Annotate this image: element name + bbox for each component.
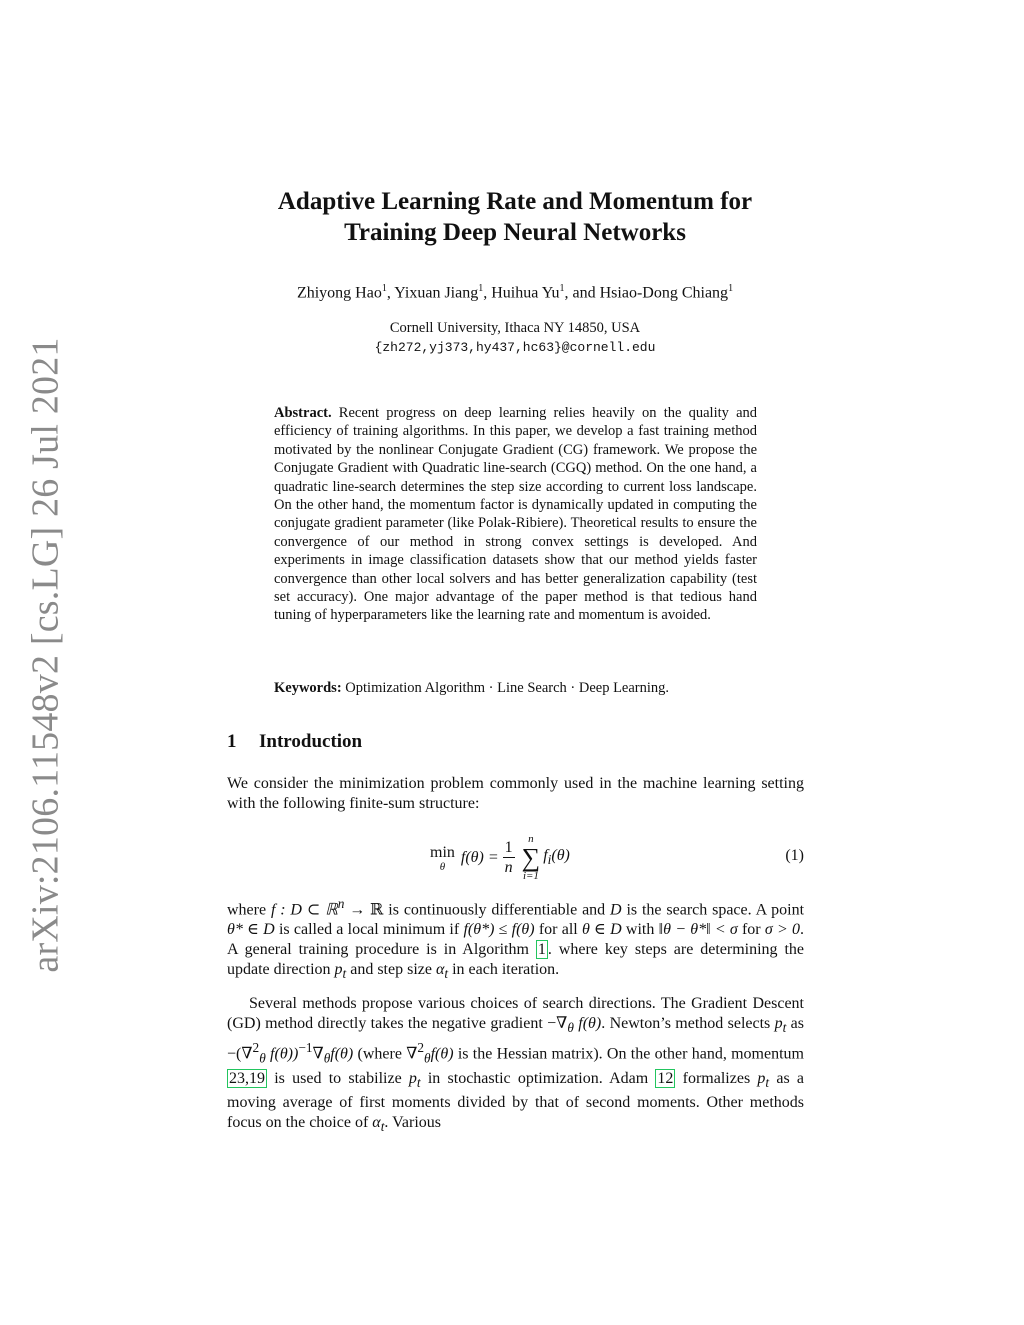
rhs-subscript: i (547, 852, 552, 868)
author-separator: , (386, 284, 395, 302)
summation (522, 834, 541, 882)
min-subscript: θ (439, 861, 446, 873)
keywords (274, 680, 757, 697)
author-separator: , (483, 284, 492, 302)
rhs-arg: (θ) (551, 847, 570, 865)
affiliation-block (200, 319, 830, 357)
author-separator: , and (564, 284, 600, 302)
sum-upper-limit: n (528, 833, 534, 845)
equation-1 (227, 831, 804, 885)
author-list (200, 283, 830, 302)
author-affil-mark: 1 (559, 283, 565, 294)
citation-link[interactable]: 12 (657, 1069, 674, 1087)
author-affil-mark: 1 (728, 283, 734, 294)
title-line-1: Adaptive Learning Rate and Momentum for (277, 188, 753, 215)
abstract-label: Abstract. (274, 405, 332, 421)
fraction (503, 839, 515, 878)
sum-symbol: ∑ (521, 843, 541, 872)
equation-number: (1) (785, 847, 804, 864)
keywords-text: Optimization Algorithm · Line Search · Deep Learning. (345, 680, 670, 696)
rhs-func: f (543, 847, 548, 865)
author-name: Hsiao-Dong Chiang (599, 284, 729, 302)
abstract (274, 404, 757, 625)
abstract-text: Recent progress on deep learning relies heavily on the quality and efficiency of training algorithms. In this paper, we develop a fast training method motivated by the nonlinear Conjugate Gradient (CG) framework. We propose the Conjugate Gradient with Quadratic line-search (CGQ) method. On the one hand, a quadratic line-search determines the step size according to current loss landscape. On the other hand, the momentum factor is dynamically updated in computing the conjugate gradient parameter (like Polak-Ribiere). Theoretical results to ensure the convergence of our method in strong convex settings is developed. And experiments in image classification datasets show that our method yields faster convergence than other local solvers and has better generalization capability (test set accuracy). One major advantage of the paper method is that tedious hand tuning of hyperparameters like the learning rate and momentum is avoided. (274, 405, 758, 624)
arxiv-side-stamp (25, 336, 68, 973)
fraction-denominator: n (504, 858, 513, 876)
equation-body (430, 831, 570, 885)
equation-lhs: f(θ) = (460, 849, 499, 866)
title-line-2: Training Deep Neural Networks (344, 219, 686, 246)
algorithm-link[interactable]: 1 (537, 941, 546, 959)
intro-paragraph-1: We consider the minimization problem commonly used in the machine learning setting with the following finite-sum structure: (227, 775, 804, 812)
intro-paragraph-3: Several methods propose various choices of search directions. The Gradient Descent (GD) method directly takes the negative gradient $-\nabla_\theta$ f(θ). Newton’s method selects $p_t$ as −(∇$^2_\theta$ $f(\theta))^{-1}\nabla_\theta f(\theta)$ (where ∇$^2_\theta$f(θ) is the Hessian matrix). On the other hand, momentum 23,19 is used to stabilize $p_t$ in stochastic optimization. Adam 12 formalizes $p_t$ as a moving average of first moments divided by that of second moments. Other methods focus on the choice of $\alpha_t$. Various (227, 995, 805, 1135)
affiliation: Cornell University, Ithaca NY 14850, USA (389, 320, 641, 336)
section-title: Introduction (259, 731, 363, 752)
arxiv-identifier: arXiv:2106.11548v2 [cs.LG] 26 Jul 2021 (25, 336, 68, 973)
section-heading (227, 731, 362, 753)
min-text: min (430, 844, 455, 861)
author-name: Zhiyong Hao (296, 284, 382, 302)
equation-rhs (543, 847, 570, 868)
author-emails: {zh272,yj373,hy437,hc63}@cornell.edu (374, 340, 656, 355)
citation-link[interactable]: 23,19 (229, 1069, 265, 1087)
keywords-label: Keywords: (274, 680, 342, 696)
author-affil-mark: 1 (478, 283, 484, 294)
intro-paragraph-2: where f : D ⊂ ℝ$^n$ → ℝ is continuously differentiable and D is the search space. A point θ* ∈ D is called a local minimum if f(θ*) ≤ f(θ) for all θ ∈ D with ‖θ − θ*‖ < σ for σ > 0. A general training procedure is in Algorithm 1 . where key steps are determining the update direction $p_t$ and step size $\alpha_t$ in each iteration. (227, 896, 805, 982)
sum-lower-limit: i=1 (522, 870, 539, 882)
fraction-numerator: 1 (504, 838, 513, 856)
min-operator (430, 844, 455, 872)
author-name: Huihua Yu (491, 284, 560, 302)
author-affil-mark: 1 (381, 283, 387, 294)
author-name: Yixuan Jiang (394, 284, 479, 302)
paper-title (200, 186, 830, 248)
section-number: 1 (227, 731, 237, 752)
